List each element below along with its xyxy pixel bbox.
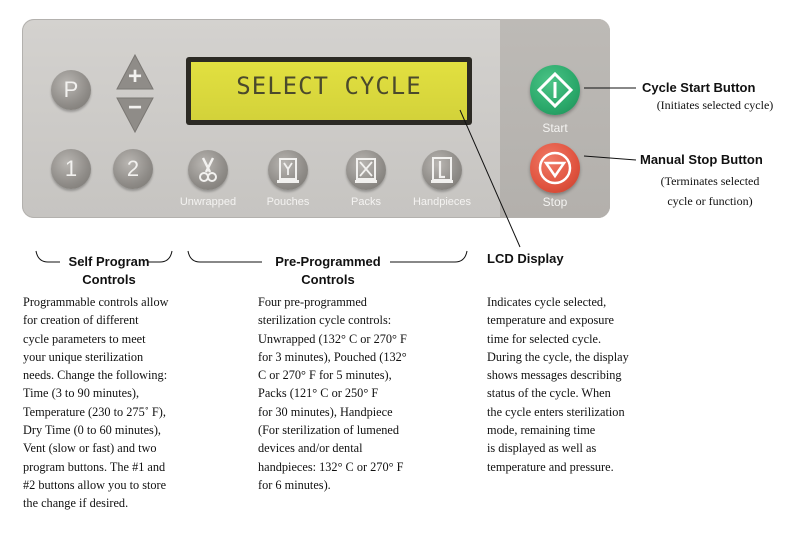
self-program-description: Programmable controls allow for creation of different cycle parameters to meet your unique sterilization needs. Change the following: Time (3 to 90 minutes), Temperature (230 to 275˚ F), Dry Time (0 to 60 minutes), Vent (slow or fast) and two program buttons. The #1 and #2 buttons allow you to store the change if desired.	[23, 295, 169, 511]
program-1-label: 1	[64, 156, 78, 181]
stop-callout-line	[584, 156, 636, 160]
program-button-label: P	[63, 77, 79, 102]
start-label: Start	[542, 121, 568, 135]
stop-callout-desc-2: cycle or function)	[667, 194, 753, 208]
pre-programmed-heading-2: Controls	[301, 272, 355, 287]
pre-programmed-description: Four pre-programmed sterilization cycle controls: Unwrapped (132° C or 270° F for 3 minutes), Pouched (132° C or 270° F for 5 minutes), Packs (121° C or 250° F for 30 minutes), Handpiece (For sterilization of lumened devices and/or dental handpieces: 132° C or 270° F for 6 minutes).	[258, 295, 407, 492]
start-callout-title: Cycle Start Button	[642, 80, 756, 95]
minus-symbol: −	[127, 94, 142, 121]
unwrapped-label: Unwrapped	[179, 196, 237, 208]
start-callout-desc: (Initiates selected cycle)	[656, 98, 774, 112]
lcd-description: Indicates cycle selected, temperature and exposure time for selected cycle. During the cycle, the display shows messages describing status of the cycle. When the cycle enters sterilization mode, remaining time is displayed as well as temperature and pressure.	[487, 295, 629, 474]
program-2-label: 2	[126, 156, 140, 181]
pre-programmed-heading-1: Pre-Programmed	[275, 254, 381, 269]
lcd-screen: SELECT CYCLE	[191, 62, 467, 120]
packs-label: Packs	[351, 196, 381, 208]
pouches-label: Pouches	[266, 196, 310, 208]
pre-programmed-bracket-left	[188, 251, 262, 262]
stop-label: Stop	[542, 195, 568, 209]
self-program-heading-1: Self Program	[68, 254, 150, 269]
lcd-callout-line	[460, 110, 520, 247]
stop-callout-title: Manual Stop Button	[640, 152, 763, 167]
handpieces-label: Handpieces	[412, 196, 472, 208]
stop-callout-desc-1: (Terminates selected	[660, 174, 760, 188]
pre-programmed-bracket-right	[390, 251, 467, 262]
self-program-heading-2: Controls	[82, 272, 136, 287]
plus-symbol: +	[127, 63, 142, 90]
lcd-callout-title: LCD Display	[487, 251, 564, 266]
